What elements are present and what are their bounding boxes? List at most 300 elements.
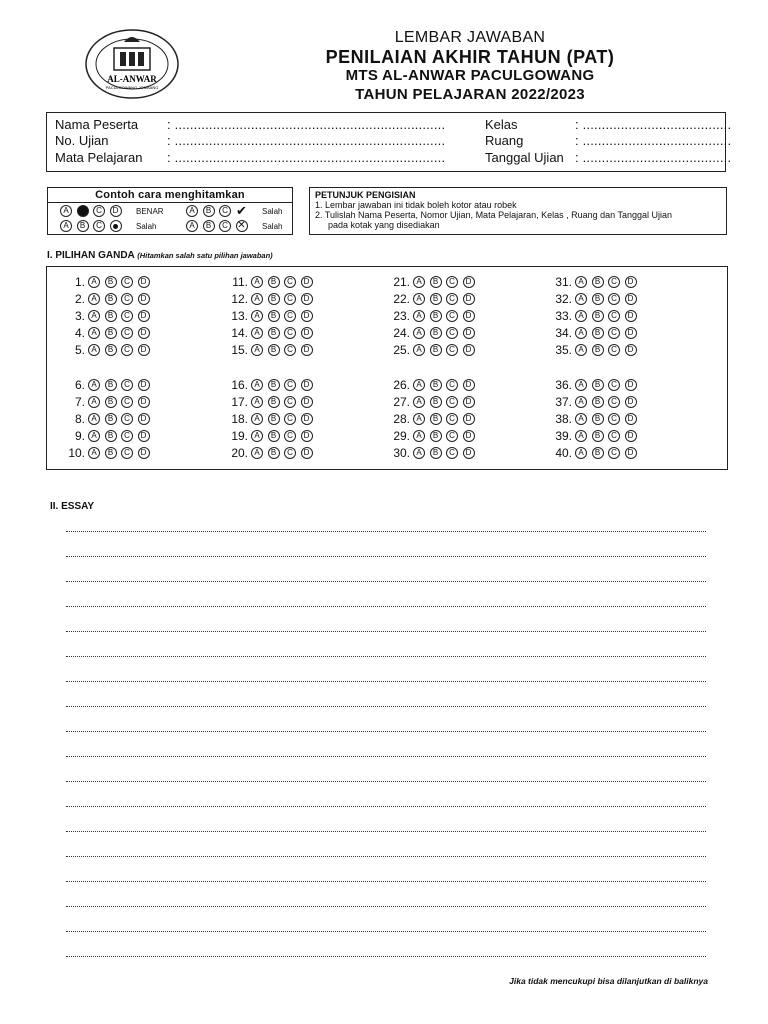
answer-bubble-d[interactable]: D xyxy=(463,276,475,288)
answer-bubble-c[interactable]: C xyxy=(608,310,620,322)
answer-bubble-d[interactable]: D xyxy=(138,413,150,425)
answer-bubble-a[interactable]: A xyxy=(251,379,263,391)
school-logo xyxy=(84,28,180,100)
field-label: Kelas xyxy=(485,117,518,132)
question-number: 26. xyxy=(393,378,410,392)
answer-bubble-b[interactable]: B xyxy=(268,396,280,408)
question-number: 34. xyxy=(555,326,572,340)
essay-line[interactable] xyxy=(66,756,706,757)
school-name: MTS AL-ANWAR PACULGOWANG xyxy=(345,67,595,84)
answer-bubble-a[interactable]: A xyxy=(575,447,587,459)
answer-bubble-c[interactable]: C xyxy=(121,344,133,356)
logo-subtext: PACULGOWANG-JOMBANG xyxy=(105,85,159,90)
subject-row[interactable] xyxy=(55,150,445,165)
question-number: 27. xyxy=(393,395,410,409)
question-number: 37. xyxy=(555,395,572,409)
label-salah: Salah xyxy=(262,206,283,216)
answer-bubble-b[interactable]: B xyxy=(592,293,604,305)
answer-bubble-d[interactable]: D xyxy=(301,327,313,339)
field-label: Nama Peserta xyxy=(55,117,139,132)
question-row xyxy=(546,446,641,460)
answer-bubble-d[interactable]: D xyxy=(301,396,313,408)
answer-bubble-b[interactable]: B xyxy=(592,310,604,322)
question-number: 19. xyxy=(231,429,248,443)
answer-bubble-d[interactable]: D xyxy=(301,430,313,442)
answer-bubble-a[interactable]: A xyxy=(413,413,425,425)
answer-bubble-a[interactable]: A xyxy=(251,293,263,305)
answer-bubble-b[interactable]: B xyxy=(105,379,117,391)
answer-bubble-b[interactable]: B xyxy=(105,327,117,339)
answer-bubble-d[interactable]: D xyxy=(463,344,475,356)
answer-bubble-a[interactable]: A xyxy=(575,379,587,391)
question-row xyxy=(384,275,479,289)
name-field[interactable]: : ....................................................................... xyxy=(167,117,446,132)
question-number: 33. xyxy=(555,309,572,323)
question-number: 18. xyxy=(231,412,248,426)
answer-bubble-b[interactable]: B xyxy=(105,293,117,305)
answer-bubble-b[interactable]: B xyxy=(268,379,280,391)
class-row[interactable] xyxy=(485,117,731,132)
answer-bubble-d[interactable]: D xyxy=(625,447,637,459)
answer-bubble-c[interactable]: C xyxy=(284,310,296,322)
exam-number-field[interactable]: : ....................................................................... xyxy=(167,133,446,148)
answer-bubble-d[interactable]: D xyxy=(138,310,150,322)
answer-bubble-a[interactable]: A xyxy=(575,344,587,356)
essay-line[interactable] xyxy=(66,731,706,732)
answer-bubble-d[interactable]: D xyxy=(301,276,313,288)
question-number: 38. xyxy=(555,412,572,426)
answer-bubble-c[interactable]: C xyxy=(608,430,620,442)
question-number: 14. xyxy=(231,326,248,340)
example-title: Contoh cara menghitamkan xyxy=(48,188,292,203)
answer-bubble-b[interactable]: B xyxy=(268,293,280,305)
class-field[interactable]: : ....................................... xyxy=(575,117,732,132)
answer-bubble-b[interactable]: B xyxy=(592,327,604,339)
answer-bubble-b[interactable]: B xyxy=(430,310,442,322)
answer-bubble-c[interactable]: C xyxy=(446,447,458,459)
answer-bubble-c[interactable]: C xyxy=(284,293,296,305)
answer-bubble-c[interactable]: C xyxy=(121,447,133,459)
answer-bubble-d[interactable]: D xyxy=(138,327,150,339)
answer-bubble-d[interactable]: D xyxy=(625,276,637,288)
answer-bubble-a[interactable]: A xyxy=(575,430,587,442)
answer-bubble-d[interactable]: D xyxy=(138,276,150,288)
question-number: 16. xyxy=(231,378,248,392)
answer-bubble-b[interactable]: B xyxy=(430,293,442,305)
essay-line[interactable] xyxy=(66,856,706,857)
answer-bubble-a[interactable]: A xyxy=(88,413,100,425)
answer-bubble-b[interactable]: B xyxy=(105,430,117,442)
exam-title: PENILAIAN AKHIR TAHUN (PAT) xyxy=(325,47,615,67)
answer-bubble-a[interactable]: A xyxy=(413,430,425,442)
answer-bubble-b[interactable]: B xyxy=(430,327,442,339)
question-row xyxy=(384,378,479,392)
answer-bubble-d[interactable]: D xyxy=(138,379,150,391)
answer-bubble-b[interactable]: B xyxy=(268,447,280,459)
answer-bubble-d[interactable]: D xyxy=(301,310,313,322)
answer-bubble-d[interactable]: D xyxy=(301,379,313,391)
question-row xyxy=(384,412,479,426)
question-number: 15. xyxy=(231,343,248,357)
answer-bubble-b[interactable]: B xyxy=(592,413,604,425)
answer-bubble-d[interactable]: D xyxy=(625,379,637,391)
answer-bubble-b[interactable]: B xyxy=(592,447,604,459)
section-essay-title: II. ESSAY xyxy=(50,501,95,512)
answer-bubble-c[interactable]: C xyxy=(446,379,458,391)
example-box xyxy=(47,187,293,235)
answer-bubble-d[interactable]: D xyxy=(463,447,475,459)
room-row[interactable] xyxy=(485,133,731,148)
answer-bubble-c[interactable]: C xyxy=(446,344,458,356)
answer-bubble-c[interactable]: C xyxy=(446,396,458,408)
question-number: 2. xyxy=(74,292,85,306)
answer-bubble-a[interactable]: A xyxy=(251,276,263,288)
answer-bubble-a[interactable]: A xyxy=(575,293,587,305)
section-1-note: (Hitamkan salah satu pilihan jawaban) xyxy=(137,251,273,260)
answer-bubble-a[interactable]: A xyxy=(575,276,587,288)
answer-bubble-d[interactable]: D xyxy=(138,396,150,408)
name-field-row[interactable] xyxy=(55,117,445,132)
answer-bubble-d[interactable]: D xyxy=(138,430,150,442)
question-number: 20. xyxy=(231,446,248,460)
question-row xyxy=(222,446,317,460)
essay-line[interactable] xyxy=(66,606,706,607)
answer-bubble-a[interactable]: A xyxy=(251,396,263,408)
question-number: 36. xyxy=(555,378,572,392)
answer-bubble-c[interactable]: C xyxy=(121,396,133,408)
field-label: Ruang xyxy=(485,133,524,148)
answer-bubble-a[interactable]: A xyxy=(88,293,100,305)
question-row xyxy=(222,378,317,392)
question-number: 6. xyxy=(74,378,85,392)
answer-bubble-a[interactable]: A xyxy=(88,327,100,339)
question-row xyxy=(384,292,479,306)
room-field[interactable]: : ....................................... xyxy=(575,133,732,148)
answer-bubble-a[interactable]: A xyxy=(575,413,587,425)
answer-bubble-a[interactable]: A xyxy=(251,413,263,425)
answer-bubble-c[interactable]: C xyxy=(446,276,458,288)
essay-line[interactable] xyxy=(66,531,706,532)
answer-bubble-d[interactable]: D xyxy=(463,379,475,391)
answer-bubble-c[interactable]: C xyxy=(608,293,620,305)
answer-bubble-d[interactable]: D xyxy=(301,344,313,356)
check-mark-icon: ✔ xyxy=(236,203,247,218)
bubble-dot xyxy=(110,220,122,232)
answer-bubble-a[interactable]: A xyxy=(251,430,263,442)
answer-bubble-a[interactable]: A xyxy=(413,379,425,391)
bubble-c: C xyxy=(219,205,231,217)
question-number: 17. xyxy=(231,395,248,409)
answer-bubble-a[interactable]: A xyxy=(413,293,425,305)
essay-line[interactable] xyxy=(66,656,706,657)
question-row xyxy=(59,412,154,426)
answer-bubble-b[interactable]: B xyxy=(592,430,604,442)
answer-bubble-a[interactable]: A xyxy=(251,447,263,459)
answer-bubble-c[interactable]: C xyxy=(284,447,296,459)
essay-line[interactable] xyxy=(66,906,706,907)
answer-bubble-c[interactable]: C xyxy=(608,276,620,288)
answer-bubble-b[interactable]: B xyxy=(592,344,604,356)
question-row xyxy=(222,343,317,357)
essay-line[interactable] xyxy=(66,631,706,632)
answer-bubble-a[interactable]: A xyxy=(88,447,100,459)
answer-bubble-b[interactable]: B xyxy=(268,344,280,356)
answer-bubble-d[interactable]: D xyxy=(625,327,637,339)
question-row xyxy=(546,309,641,323)
answer-bubble-a[interactable]: A xyxy=(575,310,587,322)
question-number: 32. xyxy=(555,292,572,306)
bubble-d: D xyxy=(110,205,122,217)
answer-bubble-a[interactable]: A xyxy=(413,344,425,356)
answer-bubble-b[interactable]: B xyxy=(430,413,442,425)
answer-bubble-c[interactable]: C xyxy=(284,413,296,425)
answer-bubble-b[interactable]: B xyxy=(268,413,280,425)
field-label: Mata Pelajaran xyxy=(55,150,143,165)
section-multiple-choice-title xyxy=(47,250,273,261)
instructions-box xyxy=(309,187,727,235)
instruction-2-cont: pada kotak yang disediakan xyxy=(328,220,440,230)
answer-bubble-c[interactable]: C xyxy=(284,430,296,442)
answer-bubble-d[interactable]: D xyxy=(138,447,150,459)
question-number: 22. xyxy=(393,292,410,306)
answer-bubble-c[interactable]: C xyxy=(121,276,133,288)
example-wrong-cross xyxy=(186,220,282,232)
answer-bubble-b[interactable]: B xyxy=(430,276,442,288)
answer-bubble-b[interactable]: B xyxy=(592,379,604,391)
answer-bubble-a[interactable]: A xyxy=(413,327,425,339)
answer-bubble-c[interactable]: C xyxy=(121,293,133,305)
answer-bubble-d[interactable]: D xyxy=(463,327,475,339)
field-label: Tanggal Ujian xyxy=(485,150,564,165)
answer-bubble-b[interactable]: B xyxy=(268,327,280,339)
bubble-b: B xyxy=(203,220,215,232)
label-salah: Salah xyxy=(262,221,283,231)
question-number: 28. xyxy=(393,412,410,426)
answer-bubble-d[interactable]: D xyxy=(301,293,313,305)
answer-bubble-c[interactable]: C xyxy=(284,344,296,356)
question-row xyxy=(384,446,479,460)
example-correct xyxy=(60,205,164,217)
question-row xyxy=(384,326,479,340)
essay-line[interactable] xyxy=(66,806,706,807)
question-number: 30. xyxy=(393,446,410,460)
question-number: 24. xyxy=(393,326,410,340)
answer-bubble-b[interactable]: B xyxy=(430,447,442,459)
answer-bubble-c[interactable]: C xyxy=(608,379,620,391)
exam-number-row[interactable] xyxy=(55,133,445,148)
answer-bubble-d[interactable]: D xyxy=(625,344,637,356)
answer-bubble-d[interactable]: D xyxy=(463,396,475,408)
answer-bubble-a[interactable]: A xyxy=(88,379,100,391)
answer-bubble-b[interactable]: B xyxy=(430,430,442,442)
answer-bubble-b[interactable]: B xyxy=(430,396,442,408)
essay-line[interactable] xyxy=(66,931,706,932)
question-number: 39. xyxy=(555,429,572,443)
answer-bubble-c[interactable]: C xyxy=(121,327,133,339)
answer-bubble-c[interactable]: C xyxy=(446,310,458,322)
question-number: 21. xyxy=(393,275,410,289)
answer-bubble-a[interactable]: A xyxy=(88,344,100,356)
answer-bubble-c[interactable]: C xyxy=(284,276,296,288)
instruction-2: 2. Tulislah Nama Peserta, Nomor Ujian, Mata Pelajaran, Kelas , Ruang dan Tanggal Ujian xyxy=(315,210,673,220)
answer-bubble-c[interactable]: C xyxy=(121,430,133,442)
label-salah: Salah xyxy=(136,221,157,231)
question-number: 13. xyxy=(231,309,248,323)
answer-bubble-a[interactable]: A xyxy=(88,276,100,288)
answer-bubble-c[interactable]: C xyxy=(608,396,620,408)
answer-bubble-a[interactable]: A xyxy=(413,276,425,288)
logo-text: AL-ANWAR xyxy=(107,74,157,84)
answer-bubble-c[interactable]: C xyxy=(284,327,296,339)
answer-bubble-d[interactable]: D xyxy=(301,413,313,425)
answer-bubble-b[interactable]: B xyxy=(268,276,280,288)
answer-bubble-b[interactable]: B xyxy=(268,310,280,322)
question-number: 8. xyxy=(74,412,85,426)
answer-bubble-c[interactable]: C xyxy=(608,344,620,356)
answer-bubble-b[interactable]: B xyxy=(430,379,442,391)
question-number: 10. xyxy=(68,446,85,460)
answer-bubble-d[interactable]: D xyxy=(138,293,150,305)
question-row xyxy=(222,429,317,443)
question-row xyxy=(222,275,317,289)
question-row xyxy=(222,292,317,306)
question-number: 25. xyxy=(393,343,410,357)
bubble-c: C xyxy=(219,220,231,232)
question-number: 23. xyxy=(393,309,410,323)
answer-bubble-c[interactable]: C xyxy=(446,293,458,305)
identity-box xyxy=(46,112,732,172)
bubble-b: B xyxy=(203,205,215,217)
answer-bubble-b[interactable]: B xyxy=(105,396,117,408)
answer-bubble-b[interactable]: B xyxy=(105,447,117,459)
essay-line[interactable] xyxy=(66,706,706,707)
answer-bubble-a[interactable]: A xyxy=(88,396,100,408)
question-row xyxy=(59,292,154,306)
answer-bubble-a[interactable]: A xyxy=(413,396,425,408)
academic-year: TAHUN PELAJARAN 2022/2023 xyxy=(355,86,585,103)
answer-bubble-d[interactable]: D xyxy=(625,396,637,408)
essay-line[interactable] xyxy=(66,781,706,782)
question-row xyxy=(546,429,641,443)
answer-bubble-b[interactable]: B xyxy=(105,413,117,425)
question-row xyxy=(546,378,641,392)
answer-bubble-b[interactable]: B xyxy=(105,310,117,322)
answer-bubble-c[interactable]: C xyxy=(608,413,620,425)
section-1-title: I. PILIHAN GANDA xyxy=(47,250,135,261)
date-field[interactable]: : ....................................... xyxy=(575,150,732,165)
question-row xyxy=(384,429,479,443)
question-number: 1. xyxy=(74,275,85,289)
question-number: 31. xyxy=(555,275,572,289)
question-row xyxy=(59,275,154,289)
answer-bubble-d[interactable]: D xyxy=(138,344,150,356)
question-number: 29. xyxy=(393,429,410,443)
answer-bubble-c[interactable]: C xyxy=(608,327,620,339)
answer-bubble-d[interactable]: D xyxy=(625,430,637,442)
answer-bubble-d[interactable]: D xyxy=(463,430,475,442)
answer-bubble-a[interactable]: A xyxy=(413,310,425,322)
multiple-choice-box xyxy=(46,266,728,470)
date-row[interactable] xyxy=(485,150,731,165)
answer-bubble-a[interactable]: A xyxy=(251,344,263,356)
answer-bubble-c[interactable]: C xyxy=(121,413,133,425)
answer-bubble-a[interactable]: A xyxy=(88,310,100,322)
essay-line[interactable] xyxy=(66,956,706,957)
answer-bubble-b[interactable]: B xyxy=(268,430,280,442)
question-row xyxy=(384,343,479,357)
question-number: 12. xyxy=(231,292,248,306)
answer-bubble-a[interactable]: A xyxy=(88,430,100,442)
answer-bubble-d[interactable]: D xyxy=(625,293,637,305)
question-number: 35. xyxy=(555,343,572,357)
bubble-b: B xyxy=(77,220,89,232)
answer-bubble-c[interactable]: C xyxy=(121,310,133,322)
question-number: 7. xyxy=(74,395,85,409)
question-row xyxy=(59,309,154,323)
footer-note: Jika tidak mencukupi bisa dilanjutkan di baliknya xyxy=(509,976,708,986)
answer-bubble-d[interactable]: D xyxy=(463,310,475,322)
question-row xyxy=(59,343,154,357)
answer-bubble-a[interactable]: A xyxy=(251,310,263,322)
question-row xyxy=(59,429,154,443)
question-row xyxy=(546,395,641,409)
answer-bubble-c[interactable]: C xyxy=(121,379,133,391)
answer-bubble-b[interactable]: B xyxy=(105,344,117,356)
answer-bubble-c[interactable]: C xyxy=(446,413,458,425)
question-row xyxy=(546,292,641,306)
essay-line[interactable] xyxy=(66,831,706,832)
question-row xyxy=(59,446,154,460)
answer-bubble-d[interactable]: D xyxy=(625,310,637,322)
answer-bubble-d[interactable]: D xyxy=(463,293,475,305)
answer-bubble-b[interactable]: B xyxy=(430,344,442,356)
answer-bubble-b[interactable]: B xyxy=(105,276,117,288)
sheet-title: LEMBAR JAWABAN xyxy=(394,29,546,46)
answer-bubble-a[interactable]: A xyxy=(575,396,587,408)
question-row xyxy=(546,275,641,289)
example-wrong-check xyxy=(186,205,282,217)
answer-bubble-d[interactable]: D xyxy=(463,413,475,425)
cross-mark-icon: ✕ xyxy=(237,220,246,231)
answer-bubble-d[interactable]: D xyxy=(301,447,313,459)
answer-bubble-c[interactable]: C xyxy=(446,430,458,442)
question-row xyxy=(384,395,479,409)
answer-bubble-a[interactable]: A xyxy=(251,327,263,339)
answer-bubble-a[interactable]: A xyxy=(575,327,587,339)
question-number: 3. xyxy=(74,309,85,323)
answer-bubble-d[interactable]: D xyxy=(625,413,637,425)
question-row xyxy=(222,326,317,340)
answer-bubble-b[interactable]: B xyxy=(592,276,604,288)
answer-bubble-c[interactable]: C xyxy=(608,447,620,459)
instructions-title: PETUNJUK PENGISIAN xyxy=(315,190,416,200)
question-number: 4. xyxy=(74,326,85,340)
question-row xyxy=(222,412,317,426)
essay-line[interactable] xyxy=(66,581,706,582)
answer-bubble-c[interactable]: C xyxy=(284,379,296,391)
essay-line[interactable] xyxy=(66,881,706,882)
answer-bubble-c[interactable]: C xyxy=(284,396,296,408)
bubble-a: A xyxy=(186,220,198,232)
answer-bubble-a[interactable]: A xyxy=(413,447,425,459)
bubble-c: C xyxy=(93,220,105,232)
answer-bubble-b[interactable]: B xyxy=(592,396,604,408)
essay-line[interactable] xyxy=(66,556,706,557)
essay-line[interactable] xyxy=(66,681,706,682)
field-label: No. Ujian xyxy=(55,133,109,148)
answer-bubble-c[interactable]: C xyxy=(446,327,458,339)
subject-field[interactable]: : ....................................................................... xyxy=(167,150,446,165)
